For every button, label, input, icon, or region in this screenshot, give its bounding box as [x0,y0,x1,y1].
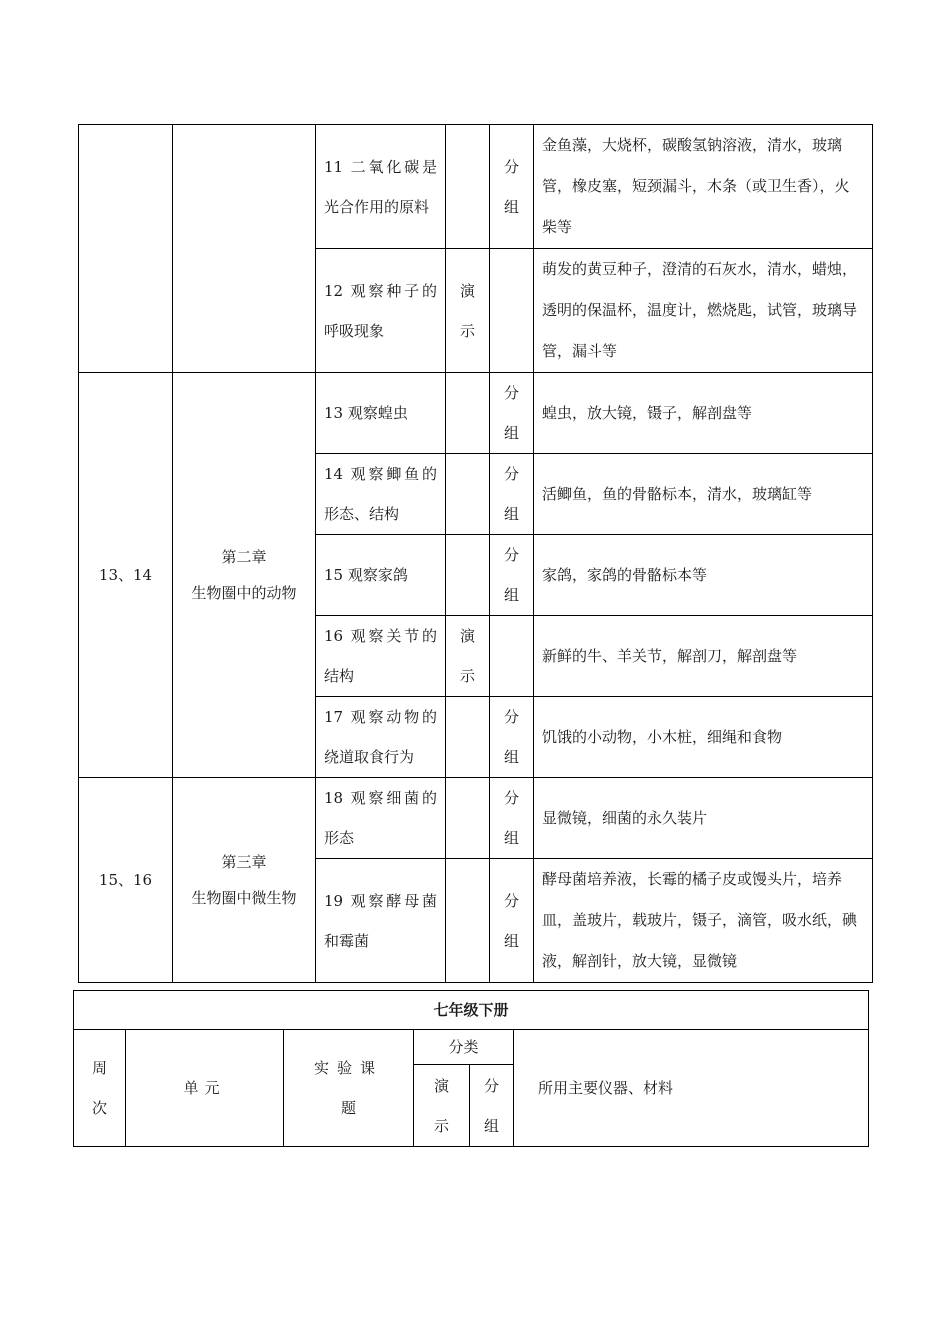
header-unit: 单元 [126,1030,284,1147]
unit-name: 生物圈中的动物 [191,584,297,602]
topic-cell: 11 二氧化碳是光合作用的原料 [316,125,446,249]
materials-cell: 活鲫鱼，鱼的骨骼标本，清水，玻璃缸等 [534,454,873,535]
group-cell: 分组 [490,454,534,535]
header-topic: 实验课 题 [284,1030,414,1147]
topic-cell: 12 观察种子的呼吸现象 [316,249,446,373]
header-classification: 分类 [414,1030,514,1065]
table-row [79,778,873,859]
group-cell: 分组 [490,373,534,454]
materials-cell: 显微镜，细菌的永久装片 [534,778,873,859]
unit-chapter: 第二章 [221,548,267,566]
week-cell: 13、14 [79,373,173,778]
materials-cell: 家鸽，家鸽的骨骼标本等 [534,535,873,616]
group-cell: 分组 [490,859,534,983]
topic-cell: 17 观察动物的绕道取食行为 [316,697,446,778]
materials-cell: 饥饿的小动物，小木桩，细绳和食物 [534,697,873,778]
experiment-table-grade7-lower [73,990,869,1147]
experiment-table-grade7-upper [78,124,873,983]
table-title: 七年级下册 [74,991,869,1030]
header-group: 分组 [470,1065,514,1147]
materials-cell: 萌发的黄豆种子，澄清的石灰水，清水，蜡烛，透明的保温杯，温度计，燃烧匙，试管，玻璃导管，漏斗等 [534,249,873,373]
unit-cell [173,778,316,983]
group-cell [490,616,534,697]
table-row [79,373,873,454]
demo-cell [446,454,490,535]
unit-cell [173,373,316,778]
demo-cell [446,697,490,778]
topic-cell: 13 观察蝗虫 [316,373,446,454]
week-cell [79,125,173,373]
unit-cell [173,125,316,373]
demo-cell [446,373,490,454]
header-materials: 所用主要仪器、材料 [514,1030,869,1147]
demo-cell [446,535,490,616]
demo-cell [446,859,490,983]
header-week: 周次 [74,1030,126,1147]
topic-cell: 15 观察家鸽 [316,535,446,616]
header-demo: 演示 [414,1065,470,1147]
demo-cell [446,125,490,249]
unit-chapter: 第三章 [221,853,267,871]
materials-cell: 金鱼藻，大烧杯，碳酸氢钠溶液，清水，玻璃管，橡皮塞，短颈漏斗，木条（或卫生香），火柴等 [534,125,873,249]
demo-cell [446,778,490,859]
topic-cell: 16 观察关节的结构 [316,616,446,697]
table-row [79,125,873,249]
demo-cell: 演示 [446,616,490,697]
materials-cell: 酵母菌培养液，长霉的橘子皮或馒头片，培养皿，盖玻片，载玻片，镊子，滴管，吸水纸，碘液，解剖针，放大镜，显微镜 [534,859,873,983]
week-cell: 15、16 [79,778,173,983]
demo-cell: 演示 [446,249,490,373]
group-cell [490,249,534,373]
group-cell: 分组 [490,535,534,616]
group-cell: 分组 [490,125,534,249]
unit-name: 生物圈中微生物 [191,889,297,907]
group-cell: 分组 [490,778,534,859]
materials-cell: 蝗虫，放大镜，镊子，解剖盘等 [534,373,873,454]
materials-cell: 新鲜的牛、羊关节，解剖刀，解剖盘等 [534,616,873,697]
topic-cell: 14 观察鲫鱼的形态、结构 [316,454,446,535]
group-cell: 分组 [490,697,534,778]
topic-cell: 19 观察酵母菌和霉菌 [316,859,446,983]
topic-cell: 18 观察细菌的形态 [316,778,446,859]
